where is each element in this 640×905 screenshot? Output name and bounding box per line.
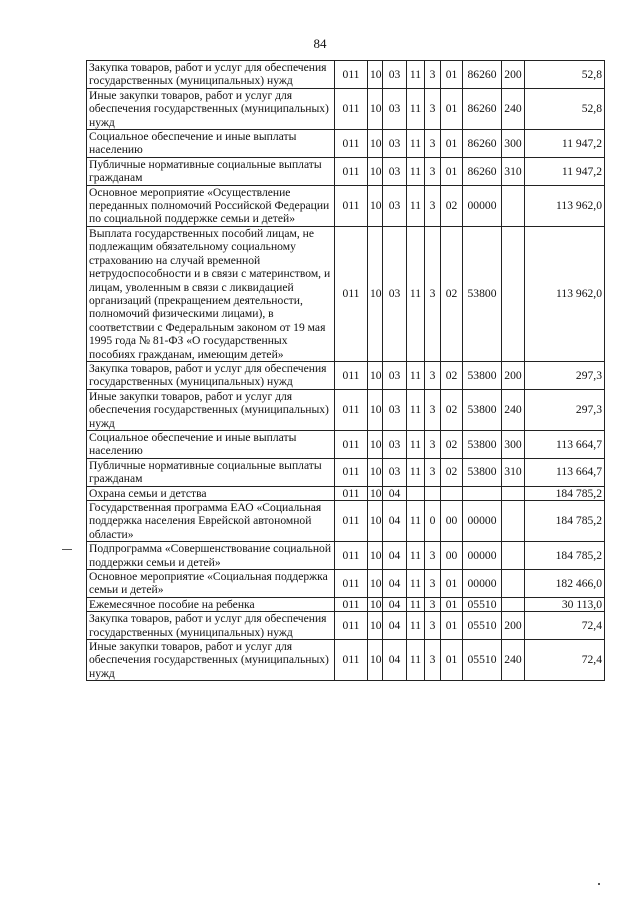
amount-value: 182 466,0 <box>525 570 605 598</box>
subsection-code: 04 <box>383 501 407 542</box>
row-name: Закупка товаров, работ и услуг для обеспечения государственных (муниципальных) нужд <box>87 612 335 640</box>
ministry-code: 011 <box>335 185 368 226</box>
expense-type-code <box>502 226 525 361</box>
ministry-code: 011 <box>335 570 368 598</box>
subsection-code: 03 <box>383 389 407 430</box>
expense-type-code: 240 <box>502 640 525 681</box>
program-code: 11 <box>407 130 425 158</box>
row-name: Выплата государственных пособий лицам, не подлежащим обязательному социальному страхованию на случай временной нетрудоспособности и в связи с материнством, и лицам, уволенным в связи с ликвидацией организаций (прекращением деятельности, полномочий физическими лицами), в соответствии с Федеральным законом от 19 мая 1995 года № 81-ФЗ «О государственных пособиях гражданам, имеющим детей» <box>87 226 335 361</box>
subsection-code: 03 <box>383 130 407 158</box>
direction-code: 53800 <box>463 458 502 486</box>
direction-code: 00000 <box>463 542 502 570</box>
expense-type-code: 300 <box>502 130 525 158</box>
program-code: 11 <box>407 640 425 681</box>
row-name: Охрана семьи и детства <box>87 486 335 500</box>
expense-type-code: 200 <box>502 61 525 89</box>
program-code: 11 <box>407 542 425 570</box>
row-name: Подпрограмма «Совершенствование социальной поддержки семьи и детей» <box>87 542 335 570</box>
row-name: Публичные нормативные социальные выплаты гражданам <box>87 458 335 486</box>
event-code: 01 <box>441 570 463 598</box>
subsection-code: 04 <box>383 570 407 598</box>
table-row <box>87 570 605 598</box>
event-code: 02 <box>441 458 463 486</box>
direction-code: 86260 <box>463 61 502 89</box>
subprogram-code: 3 <box>425 542 441 570</box>
subsection-code: 03 <box>383 88 407 129</box>
event-code <box>441 486 463 500</box>
ministry-code: 011 <box>335 430 368 458</box>
section-code: 10 <box>368 226 383 361</box>
section-code: 10 <box>368 61 383 89</box>
table-row <box>87 361 605 389</box>
direction-code: 53800 <box>463 361 502 389</box>
ministry-code: 011 <box>335 612 368 640</box>
subprogram-code: 3 <box>425 430 441 458</box>
ministry-code: 011 <box>335 597 368 611</box>
expense-type-code: 200 <box>502 612 525 640</box>
subprogram-code <box>425 486 441 500</box>
section-code: 10 <box>368 430 383 458</box>
expense-type-code: 240 <box>502 88 525 129</box>
program-code: 11 <box>407 570 425 598</box>
amount-value: 113 664,7 <box>525 458 605 486</box>
row-name: Закупка товаров, работ и услуг для обеспечения государственных (муниципальных) нужд <box>87 61 335 89</box>
row-name: Ежемесячное пособие на ребенка <box>87 597 335 611</box>
direction-code: 53800 <box>463 430 502 458</box>
expense-type-code <box>502 501 525 542</box>
ministry-code: 011 <box>335 130 368 158</box>
ministry-code: 011 <box>335 486 368 500</box>
subsection-code: 04 <box>383 597 407 611</box>
row-name: Социальное обеспечение и иные выплаты населению <box>87 130 335 158</box>
amount-value: 184 785,2 <box>525 501 605 542</box>
program-code: 11 <box>407 458 425 486</box>
expense-type-code <box>502 542 525 570</box>
program-code: 11 <box>407 389 425 430</box>
expense-type-code <box>502 185 525 226</box>
table-row <box>87 486 605 500</box>
program-code: 11 <box>407 157 425 185</box>
program-code: 11 <box>407 61 425 89</box>
budget-table <box>86 60 605 681</box>
table-row <box>87 597 605 611</box>
ministry-code: 011 <box>335 458 368 486</box>
table-body <box>87 61 605 681</box>
subprogram-code: 3 <box>425 88 441 129</box>
page-number: 84 <box>313 36 327 51</box>
direction-code: 00000 <box>463 570 502 598</box>
section-code: 10 <box>368 88 383 129</box>
ministry-code: 011 <box>335 542 368 570</box>
subprogram-code: 3 <box>425 130 441 158</box>
ministry-code: 011 <box>335 61 368 89</box>
table-row <box>87 542 605 570</box>
amount-value: 52,8 <box>525 61 605 89</box>
event-code: 00 <box>441 501 463 542</box>
expense-type-code <box>502 486 525 500</box>
expense-type-code: 240 <box>502 389 525 430</box>
section-code: 10 <box>368 612 383 640</box>
section-code: 10 <box>368 486 383 500</box>
event-code: 01 <box>441 157 463 185</box>
event-code: 01 <box>441 597 463 611</box>
table-row <box>87 61 605 89</box>
row-name: Государственная программа ЕАО «Социальная поддержка населения Еврейской автономной области» <box>87 501 335 542</box>
amount-value: 113 664,7 <box>525 430 605 458</box>
section-code: 10 <box>368 501 383 542</box>
section-code: 10 <box>368 130 383 158</box>
row-name: Закупка товаров, работ и услуг для обеспечения государственных (муниципальных) нужд <box>87 361 335 389</box>
amount-value: 30 113,0 <box>525 597 605 611</box>
section-code: 10 <box>368 597 383 611</box>
program-code: 11 <box>407 612 425 640</box>
section-code: 10 <box>368 389 383 430</box>
section-code: 10 <box>368 157 383 185</box>
subprogram-code: 3 <box>425 458 441 486</box>
table-row <box>87 157 605 185</box>
table-row <box>87 226 605 361</box>
margin-dot <box>598 883 600 885</box>
subprogram-code: 3 <box>425 612 441 640</box>
direction-code: 05510 <box>463 597 502 611</box>
table-row <box>87 130 605 158</box>
subprogram-code: 3 <box>425 597 441 611</box>
program-code: 11 <box>407 185 425 226</box>
table-row <box>87 185 605 226</box>
direction-code <box>463 486 502 500</box>
section-code: 10 <box>368 570 383 598</box>
table-row <box>87 640 605 681</box>
section-code: 10 <box>368 542 383 570</box>
amount-value: 11 947,2 <box>525 130 605 158</box>
subsection-code: 03 <box>383 157 407 185</box>
expense-type-code <box>502 570 525 598</box>
subprogram-code: 3 <box>425 185 441 226</box>
expense-type-code: 310 <box>502 458 525 486</box>
amount-value: 184 785,2 <box>525 542 605 570</box>
event-code: 01 <box>441 88 463 129</box>
direction-code: 53800 <box>463 226 502 361</box>
subprogram-code: 3 <box>425 226 441 361</box>
row-name: Основное мероприятие «Социальная поддержка семьи и детей» <box>87 570 335 598</box>
direction-code: 86260 <box>463 88 502 129</box>
subsection-code: 04 <box>383 640 407 681</box>
amount-value: 11 947,2 <box>525 157 605 185</box>
ministry-code: 011 <box>335 88 368 129</box>
event-code: 02 <box>441 430 463 458</box>
expense-type-code: 300 <box>502 430 525 458</box>
subsection-code: 03 <box>383 185 407 226</box>
subprogram-code: 3 <box>425 61 441 89</box>
expense-type-code: 200 <box>502 361 525 389</box>
ministry-code: 011 <box>335 226 368 361</box>
subprogram-code: 3 <box>425 361 441 389</box>
section-code: 10 <box>368 458 383 486</box>
direction-code: 00000 <box>463 501 502 542</box>
program-code: 11 <box>407 430 425 458</box>
subsection-code: 03 <box>383 61 407 89</box>
amount-value: 184 785,2 <box>525 486 605 500</box>
table-row <box>87 458 605 486</box>
subsection-code: 03 <box>383 226 407 361</box>
amount-value: 297,3 <box>525 389 605 430</box>
table-row <box>87 389 605 430</box>
event-code: 01 <box>441 130 463 158</box>
row-name: Основное мероприятие «Осуществление переданных полномочий Российской Федерации по социальной поддержке семьи и детей» <box>87 185 335 226</box>
event-code: 02 <box>441 185 463 226</box>
section-code: 10 <box>368 361 383 389</box>
row-name: Социальное обеспечение и иные выплаты населению <box>87 430 335 458</box>
expense-type-code: 310 <box>502 157 525 185</box>
direction-code: 05510 <box>463 640 502 681</box>
event-code: 00 <box>441 542 463 570</box>
subsection-code: 03 <box>383 361 407 389</box>
amount-value: 113 962,0 <box>525 185 605 226</box>
table-row <box>87 612 605 640</box>
program-code: 11 <box>407 597 425 611</box>
subprogram-code: 0 <box>425 501 441 542</box>
ministry-code: 011 <box>335 640 368 681</box>
row-name: Иные закупки товаров, работ и услуг для обеспечения государственных (муниципальных) нужд <box>87 88 335 129</box>
program-code: 11 <box>407 88 425 129</box>
ministry-code: 011 <box>335 157 368 185</box>
direction-code: 86260 <box>463 157 502 185</box>
event-code: 02 <box>441 226 463 361</box>
subsection-code: 03 <box>383 430 407 458</box>
direction-code: 05510 <box>463 612 502 640</box>
row-name: Иные закупки товаров, работ и услуг для обеспечения государственных (муниципальных) нужд <box>87 389 335 430</box>
ministry-code: 011 <box>335 389 368 430</box>
program-code <box>407 486 425 500</box>
event-code: 01 <box>441 640 463 681</box>
margin-dash <box>62 549 72 550</box>
amount-value: 52,8 <box>525 88 605 129</box>
subprogram-code: 3 <box>425 570 441 598</box>
direction-code: 86260 <box>463 130 502 158</box>
subsection-code: 04 <box>383 542 407 570</box>
amount-value: 72,4 <box>525 612 605 640</box>
subsection-code: 03 <box>383 458 407 486</box>
event-code: 01 <box>441 612 463 640</box>
section-code: 10 <box>368 640 383 681</box>
event-code: 02 <box>441 389 463 430</box>
expense-type-code <box>502 597 525 611</box>
direction-code: 00000 <box>463 185 502 226</box>
amount-value: 72,4 <box>525 640 605 681</box>
table-row <box>87 501 605 542</box>
program-code: 11 <box>407 501 425 542</box>
row-name: Иные закупки товаров, работ и услуг для обеспечения государственных (муниципальных) нужд <box>87 640 335 681</box>
program-code: 11 <box>407 361 425 389</box>
subprogram-code: 3 <box>425 640 441 681</box>
subsection-code: 04 <box>383 486 407 500</box>
event-code: 01 <box>441 61 463 89</box>
amount-value: 297,3 <box>525 361 605 389</box>
amount-value: 113 962,0 <box>525 226 605 361</box>
event-code: 02 <box>441 361 463 389</box>
subprogram-code: 3 <box>425 157 441 185</box>
subprogram-code: 3 <box>425 389 441 430</box>
table-row <box>87 88 605 129</box>
ministry-code: 011 <box>335 361 368 389</box>
section-code: 10 <box>368 185 383 226</box>
ministry-code: 011 <box>335 501 368 542</box>
direction-code: 53800 <box>463 389 502 430</box>
program-code: 11 <box>407 226 425 361</box>
row-name: Публичные нормативные социальные выплаты гражданам <box>87 157 335 185</box>
subsection-code: 04 <box>383 612 407 640</box>
table-row <box>87 430 605 458</box>
